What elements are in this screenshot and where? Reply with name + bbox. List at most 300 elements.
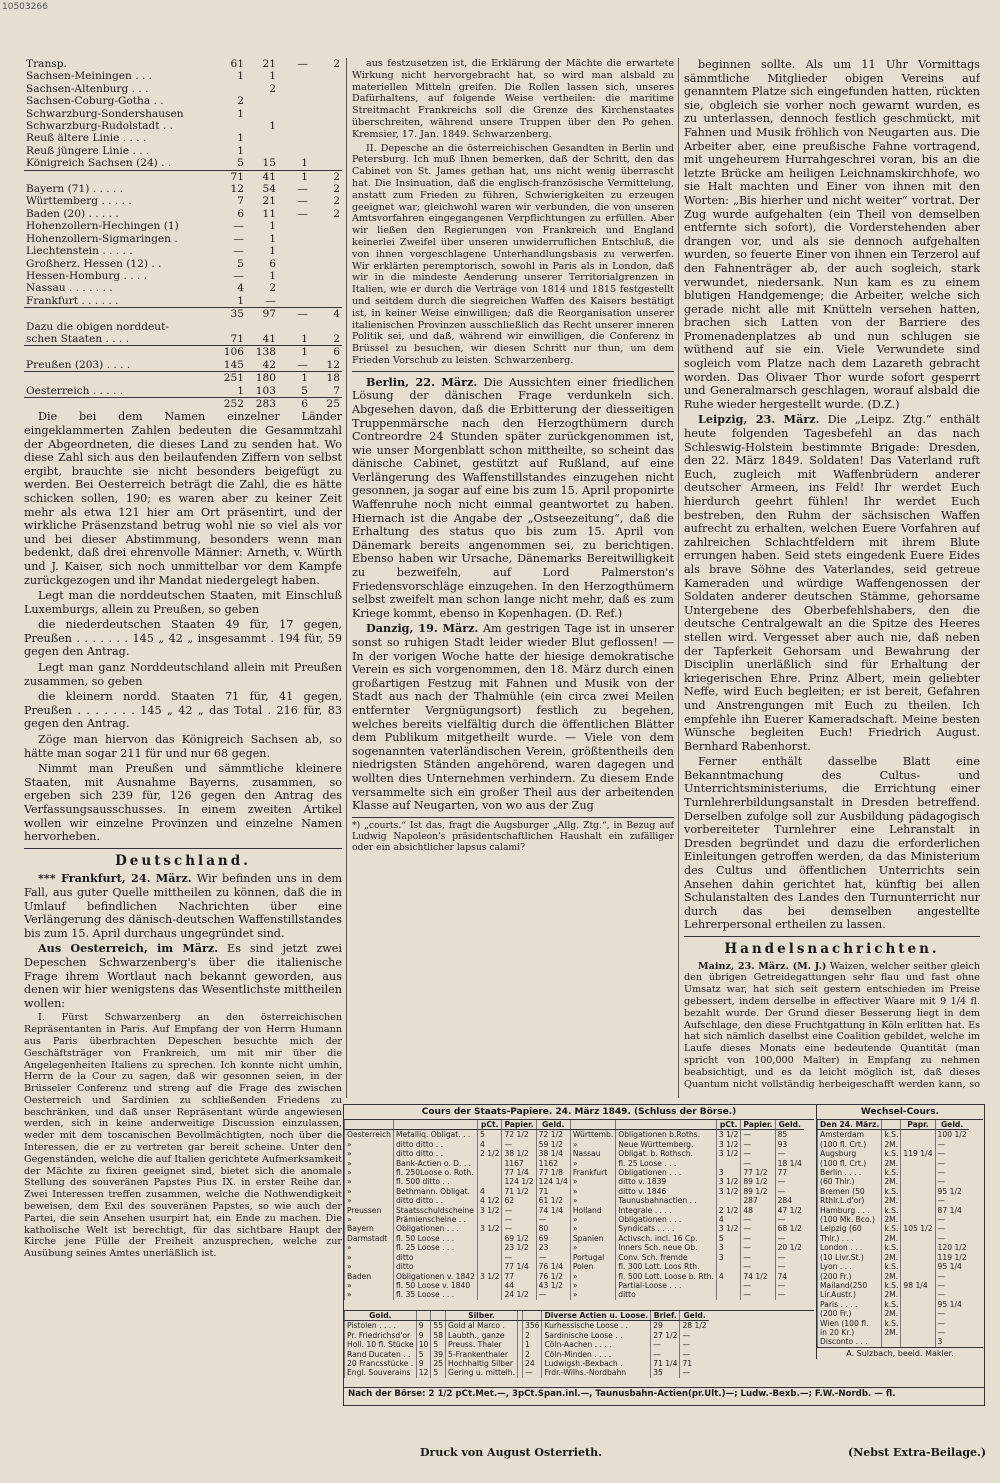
table-cell: Hohenzollern-Sigmaringen . [26,232,178,245]
table-cell: Gold al Marco . [446,1321,518,1331]
vote-row [24,108,342,120]
paragraph: I. Fürst Schwarzenberg an den österreichischen Repräsentanten in Paris. Auf Empfang der von Herrn Humann aus Paris überbrachten Depeschen besuchte mich der Geschäftsträger von Frankreich, um mit mir über die Angelegenheiten Italiens zu sprechen. Ich konnte nicht umhin, Herrn de la Cour zu sagen, daß wir gesonnen seien, in der Brüsseler Conferenz und streng auf die Frage des zwischen Oesterreich und Sardinien zu schließenden Friedens zu beschränken, und daß unser Repräsentant würde angewiesen werden, sich in keine anderweitige Discussion einzulassen, weder mit dem toscanischen Bevollmächtigten, noch über die Interessen, die er zu vertreten gar bereit scheine. Unter den Gegenständen, welche die auf Italien gerichtete Aufmerksamkeit der Mächte zu fixiren geeignet sind, bietet sich die anomale Stellung des souveränen Papstes Pius IX. in erster Reihe dar. Zwei Interessen treffen zusammen, welche die Nothwendigkeit beweisen, dem Exil des souveränen Papstes, so wie auch der Partei, die sein Ansehen usurpirt hat, ein Ende zu machen. Die katholische Welt ist berechtigt, für das sichtbare Haupt der Kirche jene Fülle der Freiheit anzusprechen, welche zur Ausübung seines Amtes unerläßlich ist. [24,1012,342,1260]
table-cell: Pr. Friedrichsd'or [345,1331,417,1340]
table-cell: — [741,1243,775,1252]
table-cell [278,233,310,245]
table-header-cell: pCt. [716,1120,740,1130]
table-cell: 4 [716,1272,740,1281]
table-cell [310,282,342,294]
table-cell: 42 [262,358,276,371]
table-cell [278,95,310,107]
table-cell: » [570,1187,615,1196]
table-cell [901,1196,935,1205]
table-cell: schen Staaten . . . . [26,332,130,345]
table-cell: 20 1/2 [775,1243,804,1252]
table-cell: Bethmann. Obligat. [393,1187,477,1196]
table-cell: Lir.Austr.) [818,1290,882,1299]
table-cell: 5 [431,1340,446,1349]
vote-row [24,58,342,70]
stock-row [345,1196,804,1205]
table-cell: 4 [716,1215,740,1224]
table-cell: — [536,1290,570,1299]
bills-table [817,1120,969,1347]
table-cell: fl. 50 Loose . . . [393,1234,477,1243]
stock-row [345,1215,804,1224]
table-cell: — [775,1281,804,1290]
table-cell [310,233,342,245]
table-cell: Hohenzollern-Hechingen (1) [26,220,179,233]
table-cell: Frankfurt . . . . . . [26,294,119,307]
table-cell: 5 [237,157,244,170]
table-cell [246,145,278,157]
table-cell: (100 Mk. Bco.) [818,1215,882,1224]
table-cell: 2 [333,207,340,220]
table-cell: fl. 500 ditto . . [393,1177,477,1186]
table-cell: 283 [246,397,278,410]
stock-table [344,1120,804,1300]
table-cell: 1 [301,332,308,345]
table-cell [310,83,342,95]
divider [352,371,674,372]
table-cell: Laubth., ganze [446,1331,518,1340]
table-cell: 2M. [882,1215,901,1224]
table-cell: Kurhessische Loose . . [542,1321,651,1331]
table-cell: — [265,294,276,307]
table-cell: — [741,1224,775,1233]
paragraph: aus festzusetzen ist, die Erklärung der Mächte die erwartete Wirkung nicht hervorgebracht hat, so wird man alsbald zu materiellen Mitteln greifen. Die Rollen lassen sich, unseres Dafürhaltens, auf folgende Weise vertheilen: die maritime Streitmacht Frankreichs soll die Grenze des Kirchenstaates überschreiten, während unsere Truppen über den Po gehen. Kremsier, 17. Jan. 1849. Schwarzenberg. [352,58,674,140]
article [684,961,980,1090]
table-cell: k.S. [882,1130,901,1140]
gold-table [344,1311,709,1378]
table-cell: 356 [522,1321,542,1331]
table-cell: (200 Fr.) [818,1309,882,1318]
printer-line: Druck von August Osterrieth. [420,1446,602,1459]
vote-row [24,95,342,107]
table-cell: fl. 25 Loose . . . [616,1159,717,1168]
table-cell: Obligationen . . . [616,1215,717,1224]
article-text: Die „Leipz. Ztg.“ enthält heute folgenden Tagesbefehl an das nach Schleswig-Holstein bestimmte Brigade: Dresden, den 22. März 1849. Soldaten! Das Vaterland ruft Euch, zugleich mit Waffenbrüdern anderer deutscher Armeen, ins Feld! Ihr werdet Euch hierdurch geehrt fühlen! Ihr werdet Euch bestreben, den Ruhm der sächsischen Waffen aufrecht zu erhalten, welchen Euere Vorfahren auf zahlreichen Schlachtfeldern mit ihrem Blute errungen haben. Seid stets eingedenk Euere Eides als brave Söhne des Vaterlandes, seid getreue Kameraden und würdige Waffengenossen der Soldaten anderer deutschen Stämme, gehorsame Untergebene des Oberbefehlshabers, den die deutsche Centralgewalt an die Spitze des Heeres stellen wird. Vergesset aber auch nie, daß neben der Tapferkeit Gehorsam und Bewahrung der Disciplin unerläßlich sind für Erhaltung der kriegerischen Ehre. Prinz Albert, mein geliebter Neffe, wird Euch begleiten; er ist bereit, Gefahren und Anstrengungen mit Euch zu theilen. Ich empfehle ihn Euerer Kameradschaft. Meine besten Wünsche begleiten Euch! Friedrich August. Bernhard Rabenhorst. [684,413,980,753]
table-cell [901,1253,935,1262]
table-cell: 18 [310,372,342,385]
table-cell: — [233,245,244,258]
table-cell: 3 [716,1243,740,1252]
table-cell: » [345,1290,394,1299]
table-cell: — [233,232,244,245]
table-cell: 77 1/2 [741,1168,775,1177]
dateline: Mainz, 23. März. (M. J.) [698,960,827,972]
vote-row [24,372,342,385]
vote-row [24,70,342,82]
table-cell: 1167 [502,1159,536,1168]
table-cell: 3 1/2 [716,1130,740,1140]
table-cell: 77 1/4 [502,1168,536,1177]
table-header-row [345,1120,804,1130]
article [352,376,674,621]
table-cell: 35 [651,1368,680,1377]
table-cell: 23 1/2 [502,1243,536,1252]
table-cell [901,1159,935,1168]
table-cell: 29 [651,1321,680,1331]
table-header-cell [882,1120,901,1130]
stock-row [345,1130,804,1140]
dateline: Aus Oesterreich, im März. [38,941,219,956]
paragraph: Nimmt man Preußen und sämmtliche kleinere Staaten, mit Ausnahme Bayerns, zusammen, so ergeben sich 239 für, 126 gegen den Antrag des Verfassungsausschusses. In einem zweiten Artikel wollen wir einzelne Provinzen und einzelne Namen hervorheben. [24,762,342,844]
table-cell [278,83,310,95]
table-cell [901,1206,935,1215]
table-cell: 1 [237,144,244,157]
table-cell: — [741,1262,775,1271]
table-cell: Nassau . . . . . . . [26,282,113,295]
table-cell [310,95,342,107]
table-cell [278,258,310,270]
table-cell: 2M. [882,1253,901,1262]
table-cell: 38 1/2 [502,1149,536,1158]
table-cell: in 20 Kr.) [818,1328,882,1337]
stock-row [345,1177,804,1186]
table-cell: 23 [536,1243,570,1252]
table-cell: 69 [536,1234,570,1243]
table-header-cell: Gold. [345,1311,417,1321]
table-cell [882,1337,901,1346]
table-cell: Partial-Loose . . . [616,1281,717,1290]
table-cell: 38 1/4 [536,1149,570,1158]
table-cell: 2 [522,1350,542,1359]
bill-row [818,1130,969,1140]
table-cell: Bayern [345,1224,394,1233]
table-cell: 3 1/2 [716,1224,740,1233]
table-cell [278,282,310,294]
table-cell: 2M. [882,1234,901,1243]
table-cell: — [297,207,308,220]
table-cell: — [775,1187,804,1196]
table-cell: 27 1/2 [651,1331,680,1340]
divider [24,848,342,849]
table-cell: — [935,1319,969,1328]
table-cell: 24 1/2 [502,1290,536,1299]
table-cell [901,1140,935,1149]
table-cell: » [570,1224,615,1233]
table-cell: 124 1/2 [502,1177,536,1186]
table-cell [901,1337,935,1346]
table-cell: — [935,1309,969,1318]
article [684,413,980,753]
table-cell: 3 [716,1168,740,1177]
table-cell [278,295,310,308]
table-cell: 71 1/2 [502,1187,536,1196]
table-cell: 5 [716,1234,740,1243]
table-cell [477,1253,501,1262]
table-cell: 98 1/4 [901,1281,935,1290]
table-cell: Obligationen . . . [616,1168,717,1177]
table-cell: — [741,1130,775,1140]
table-cell: — [536,1215,570,1224]
vote-row [24,195,342,207]
table-cell [278,270,310,282]
table-cell: 1 [269,269,276,282]
table-cell: 2M. [882,1272,901,1281]
table-cell: 3 1/2 [716,1149,740,1158]
table-cell: Cöln-Minden . . . . [542,1350,651,1359]
table-cell: — [935,1159,969,1168]
table-cell: 1162 [536,1159,570,1168]
table-cell: 68 1/2 [775,1224,804,1233]
bill-row [818,1300,969,1309]
table-cell [278,108,310,120]
table-cell: 44 [502,1281,536,1290]
bills-title: Wechsel-Cours. [817,1105,983,1120]
table-cell: Thlr.) . . . [818,1234,882,1243]
table-cell: » [345,1159,394,1168]
article-text: Die Aussichten einer friedlichen Lösung der dänischen Frage verdunkeln sich. Abgesehen davon, daß die Erbitterung der diesseitigen Truppenmärsche nach den Herzogthümern durch Contreordre 24 Stunden später zurückgenommen ist, wie unser Morgenblatt schon mittheilte, so scheint das dänische Cabinet, gestützt auf Rußland, auf eine Verlängerung des Waffenstillstandes einzugehen nicht gesonnen, ja sogar auf eine bis zum 15. April proponirte Waffenruhe noch nicht einmal geantwortet zu haben. Hiernach ist die Angabe der „Ostseezeitung“, daß die Erhaltung des status quo bis zum 15. April von Dänemark bereits angenommen sei, zu berichtigen. Ebenso haben wir Ursache, Dänemarks Bereitwilligkeit zu bezweifeln, auf Lord Palmerston's Friedensvorschläge einzugehen. In den Herzogthümern selbst zweifelt man schon lange nicht mehr, daß es zum Kriege kommt, ebenso in Kopenhagen. (D. Ref.) [352,375,674,620]
table-cell: London . . . [818,1243,882,1252]
column-three [684,58,980,1090]
table-cell: 2M. [882,1140,901,1149]
table-cell: Hamburg . . . [818,1206,882,1215]
stock-title: Cours der Staats-Papiere. 24. März 1849. (Schluss der Börse.) [344,1105,814,1120]
table-cell: k.S. [882,1187,901,1196]
vote-row [24,321,342,333]
stock-row [345,1243,804,1252]
table-cell [310,321,342,333]
table-cell: — [935,1177,969,1186]
table-cell: 4 [477,1187,501,1196]
table-cell: — [775,1234,804,1243]
table-cell: — [935,1168,969,1177]
table-cell: 80 [536,1224,570,1233]
table-cell: ditto ditto . . [393,1149,477,1158]
table-cell: 1 [301,157,308,170]
table-cell [310,270,342,282]
table-cell: — [741,1159,775,1168]
table-cell: 100 1/2 [935,1130,969,1140]
table-cell: Baden [345,1272,394,1281]
table-cell: — [233,220,244,233]
table-cell: fl. 50 Loose v. 1840 [393,1281,477,1290]
table-cell: Cöln-Aachen . . . . [542,1340,651,1349]
table-cell: k.S. [882,1262,901,1271]
table-cell: ditto [393,1253,477,1262]
table-cell: Rthlr.L.d'or) [818,1196,882,1205]
table-cell: 2 [269,82,276,95]
table-cell: 54 [262,183,276,196]
table-cell [310,220,342,232]
table-cell: k.S. [882,1149,901,1158]
table-cell: 6 [269,257,276,270]
table-cell: » [345,1253,394,1262]
table-cell: 4 [477,1140,501,1149]
table-cell: Amsterdam [818,1130,882,1140]
table-cell: — [502,1206,536,1215]
table-cell: — [522,1368,542,1377]
table-cell: — [297,183,308,196]
table-cell: 20 Francsstücke . [345,1359,417,1368]
bill-row [818,1187,969,1196]
supplement-note: (Nebst Extra-Beilage.) [848,1446,987,1459]
table-cell: 2 [333,183,340,196]
table-cell [901,1309,935,1318]
table-cell [246,108,278,120]
table-cell [278,132,310,144]
table-cell: 41 [262,332,276,345]
table-cell: Württemb. [570,1130,615,1140]
table-cell: » [345,1196,394,1205]
table-cell: Obligationen . . . [393,1224,477,1233]
table-cell: Metalliq. Obligat. . . [393,1130,477,1140]
table-cell: Gering u. mittelh. [446,1368,518,1377]
table-cell: » [570,1215,615,1224]
table-cell: » [570,1281,615,1290]
vote-row [24,208,342,220]
bill-row [818,1262,969,1271]
paragraph: Zöge man hiervon das Königreich Sachsen ab, so hätte man sogar 211 für und nur 68 gegen. [24,733,342,760]
table-cell: 25 [310,397,342,410]
table-cell: 5 [431,1368,446,1377]
table-cell: 6 [278,397,310,410]
table-cell: — [741,1149,775,1158]
table-cell: 77 1/8 [536,1168,570,1177]
table-cell: 1 [237,107,244,120]
table-cell: 39 [431,1350,446,1359]
table-cell: Sachsen-Altenburg . . . [26,82,149,95]
table-cell: Rand Ducaten . . [345,1350,417,1359]
table-cell: 12 [326,358,340,371]
stock-row [345,1281,804,1290]
table-cell: 55 [431,1321,446,1331]
table-cell: — [741,1215,775,1224]
table-cell: Sachsen-Meiningen . . . [26,70,153,83]
table-header-cell [416,1311,431,1321]
table-cell: — [297,358,308,371]
table-cell: 9 [416,1331,431,1340]
column-rule-left [346,58,347,1098]
table-cell: 284 [775,1196,804,1205]
table-cell: 2 [333,58,340,70]
table-cell: ditto v. 1846 [616,1187,717,1196]
table-header-cell: Brief. [651,1311,680,1321]
table-cell: 7 [237,195,244,208]
table-cell [24,346,214,359]
table-cell: Darmstadt [345,1234,394,1243]
table-cell: — [775,1215,804,1224]
table-cell [310,70,342,82]
table-cell: — [651,1340,680,1349]
stock-row [345,1140,804,1149]
table-cell: Berlin . . . . [818,1168,882,1177]
table-cell: 2M. [882,1328,901,1337]
table-cell: 12 [230,183,244,196]
archive-id: 10503266 [2,2,48,12]
table-header-cell: Geld. [536,1120,570,1130]
table-cell: Augsburg [818,1149,882,1158]
table-cell: 71 [214,170,246,183]
table-cell: — [680,1368,709,1377]
table-cell [310,145,342,157]
table-cell: 1 [269,232,276,245]
table-cell [716,1281,740,1290]
table-cell: Syndicats . . . . [616,1224,717,1233]
table-cell: Schwarzburg-Sondershausen [26,107,184,120]
table-cell: 71 [680,1359,709,1368]
table-cell: 1 [278,372,310,385]
table-cell: fl. 300 Lott. Loos Rth. [616,1262,717,1271]
coin-row [345,1368,709,1377]
table-cell: Spanien [570,1234,615,1243]
table-cell [901,1319,935,1328]
table-cell: 61 1/2 [536,1196,570,1205]
table-cell: 35 [214,308,246,321]
vote-row [24,220,342,232]
section-title-deutschland: Deutschland. [115,852,251,869]
table-cell: — [935,1272,969,1281]
table-cell: 2M. [882,1290,901,1299]
table-cell: 2 [237,95,244,108]
table-cell: 3 1/2 [477,1224,501,1233]
table-cell: k.S. [882,1281,901,1290]
vote-row [24,397,342,410]
table-cell: 62 [502,1196,536,1205]
table-cell: Preußen (203) . . . . [26,358,131,371]
table-cell: 41 [246,170,278,183]
table-cell [278,70,310,82]
table-cell [24,308,214,321]
table-cell: Pistolen . . . . [345,1321,417,1331]
table-cell: Königreich Sachsen (24) . . [26,157,172,170]
table-cell [24,397,214,410]
bill-row [818,1328,969,1337]
table-cell: 4 [310,308,342,321]
table-cell: 95 1/4 [935,1262,969,1271]
table-cell: k.S. [882,1243,901,1252]
table-cell: ditto ditto . . [393,1196,477,1205]
paragraph: die kleinern nordd. Staaten 71 für, 41 gegen, Preußen . . . . . . . 145 „ 42 „ das Total . 216 für, 83 gegen den Antrag. [24,690,342,731]
stock-row [345,1187,804,1196]
table-cell: Taunusbahnactien . . [616,1196,717,1205]
table-cell: 77 1/4 [502,1262,536,1271]
table-cell: 4 [237,282,244,295]
table-header-cell [431,1311,446,1321]
table-cell: k.S. [882,1319,901,1328]
table-cell: 3 [935,1337,969,1346]
paragraph: Legt man ganz Norddeutschland allein mit Preußen zusammen, so geben [24,661,342,688]
table-cell: Inners Sch. neue Ob. [616,1243,717,1252]
table-cell: k.S. [882,1300,901,1309]
table-cell: 5 [416,1350,431,1359]
table-cell: Prämienscheine . . [393,1215,477,1224]
column-one [24,58,342,1423]
table-cell: 9 [416,1321,431,1331]
table-cell: — [651,1350,680,1359]
table-cell [310,245,342,257]
table-cell: (60 Thlr.) [818,1177,882,1186]
table-cell: — [775,1149,804,1158]
stock-row [345,1262,804,1271]
table-cell: Hessen-Homburg . . . . [26,269,148,282]
table-cell: (100 fl. Crt.) [818,1159,882,1168]
table-cell [901,1215,935,1224]
table-cell: 1 [269,245,276,258]
table-cell: Obligationen v. 1842 [393,1272,477,1281]
table-header-cell: pCt. [477,1120,501,1130]
table-header-cell: Geld. [775,1120,804,1130]
table-cell: — [935,1224,969,1233]
table-cell: 105 1/2 [901,1224,935,1233]
vote-row [24,385,342,398]
table-header-cell [570,1120,615,1130]
table-header-cell: Geld. [935,1120,969,1130]
table-cell: 74 1/4 [536,1206,570,1215]
table-cell [278,120,310,132]
table-cell: » [345,1281,394,1290]
